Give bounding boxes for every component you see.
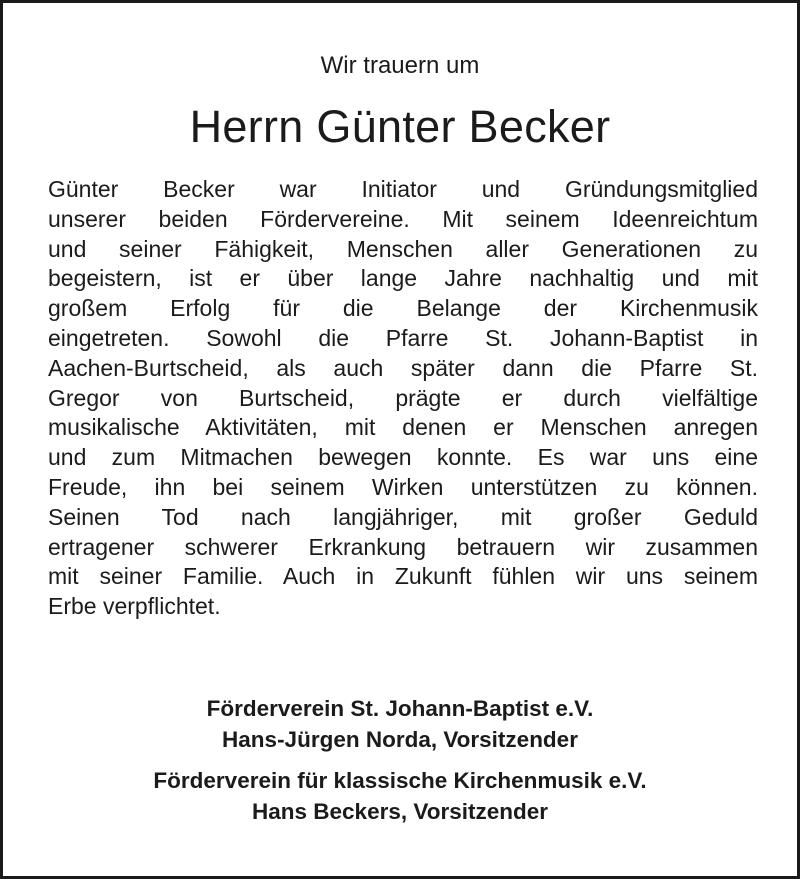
tribute-line: großem Erfolg für die Belange der Kirchenmusik [48,295,758,322]
tribute-line: ertragener schwerer Erkrankung betrauern wir zusammen [48,533,758,560]
signatures [3,693,797,827]
signature-person: Hans-Jürgen Norda, Vorsitzender [222,727,578,752]
tribute-line: mit seiner Familie. Auch in Zukunft fühlen wir uns seinem [48,563,758,590]
tribute-line: musikalische Aktivitäten, mit denen er Menschen anregen [48,414,758,441]
intro-text: Wir trauern um [320,52,480,79]
tribute-line: Gregor von Burtscheid, prägte er durch vielfältige [48,384,758,411]
signature-organization: Förderverein für klassische Kirchenmusik e.V. [153,768,647,793]
signature-block [3,693,797,755]
signature-block [3,765,797,827]
tribute-line: eingetreten. Sowohl die Pfarre St. Johann-Baptist in [48,324,758,351]
tribute-text [48,175,758,622]
tribute-line: Aachen-Burtscheid, als auch später dann die Pfarre St. [48,354,758,381]
tribute-line: begeistern, ist er über lange Jahre nachhaltig und mit [48,265,758,292]
tribute-line: Seinen Tod nach langjähriger, mit großer Geduld [48,503,758,530]
tribute-line: Günter Becker war Initiator und Gründungsmitglied [48,176,758,202]
signature-organization: Förderverein St. Johann-Baptist e.V. [206,696,594,721]
signature-person: Hans Beckers, Vorsitzender [252,799,548,824]
tribute-line: unserer beiden Fördervereine. Mit seinem Ideenreichtum [48,205,758,232]
deceased-name: Herrn Günter Becker [189,101,611,152]
tribute-line: und seiner Fähigkeit, Menschen aller Generationen zu [48,235,758,262]
tribute-line: Freude, ihn bei seinem Wirken unterstützen zu können. [48,473,758,500]
tribute-line: Erbe verpflichtet. [48,593,221,620]
tribute-line: und zum Mitmachen bewegen konnte. Es war uns eine [48,444,758,471]
